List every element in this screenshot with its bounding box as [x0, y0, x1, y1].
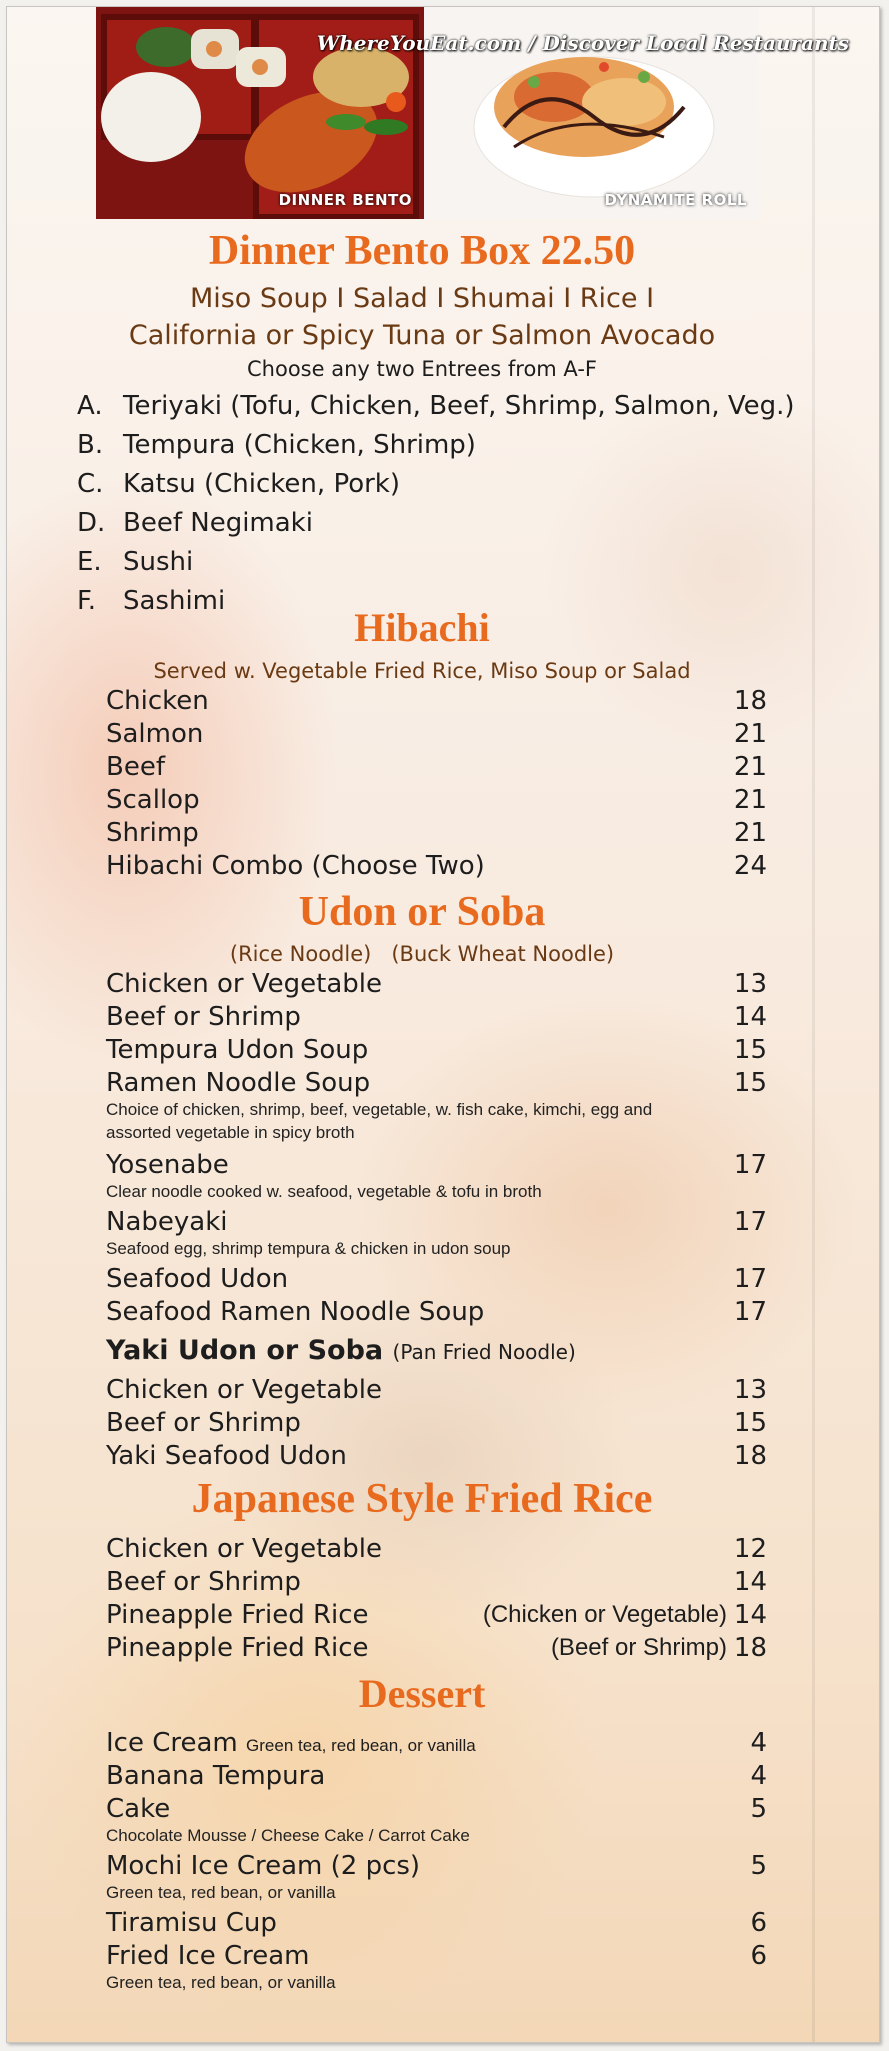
udon-title: Udon or Soba [298, 889, 546, 935]
udon-item-desc: assorted vegetable in spicy broth [106, 1123, 355, 1142]
yaki-item-name: Beef or Shrimp [106, 1408, 301, 1438]
udon-subtitle: (Rice Noodle) (Buck Wheat Noodle) [229, 942, 615, 966]
hibachi-item-price: 24 [733, 851, 767, 881]
fried-rice-item-price: 18 [733, 1633, 767, 1663]
bento-line-1: Miso Soup I Salad I Shumai I Rice I [189, 283, 655, 314]
udon-item-price: 17 [733, 1207, 767, 1237]
udon-item-name: Chicken or Vegetable [106, 969, 382, 999]
dessert-item-name: Banana Tempura [106, 1761, 326, 1791]
item-name: Beef Negimaki [123, 508, 313, 538]
dessert-item-name: Fried Ice Cream [106, 1941, 310, 1971]
bento-item [77, 508, 313, 538]
dessert-item-desc: Chocolate Mousse / Cheese Cake / Carrot Cake [106, 1826, 470, 1845]
fried-rice-item-option: (Chicken or Vegetable) [482, 1601, 727, 1628]
bento-item [77, 469, 400, 499]
yaki-item-price: 18 [733, 1441, 767, 1471]
bento-line-2: California or Spicy Tuna or Salmon Avocado [128, 320, 716, 351]
udon-item-name: Yosenabe [106, 1150, 229, 1180]
udon-item-name: Tempura Udon Soup [106, 1035, 369, 1065]
hibachi-item-price: 21 [733, 719, 767, 749]
udon-item-name: Beef or Shrimp [106, 1002, 301, 1032]
item-letter: B. [77, 430, 104, 460]
udon-item-price: 17 [733, 1297, 767, 1327]
item-letter: C. [77, 469, 104, 499]
hibachi-subtitle: Served w. Vegetable Fried Rice, Miso Soup or Salad [153, 659, 691, 683]
bento-item [77, 391, 795, 421]
fried-rice-item-option: (Beef or Shrimp) [550, 1634, 727, 1661]
udon-item-price: 15 [733, 1068, 767, 1098]
dessert-item-name: Ice Cream [106, 1728, 238, 1758]
udon-item-price: 15 [733, 1035, 767, 1065]
photo-caption-dinner-bento: DINNER BENTO [278, 191, 412, 209]
yaki-heading-paren: (Pan Fried Noodle) [392, 1340, 576, 1364]
dessert-item-name: Cake [106, 1794, 171, 1824]
hibachi-item-name: Shrimp [106, 818, 199, 848]
udon-item-desc: Choice of chicken, shrimp, beef, vegetable, w. fish cake, kimchi, egg and [106, 1100, 653, 1119]
fried-rice-item-name: Pineapple Fried Rice [106, 1633, 369, 1663]
fried-rice-item-name: Pineapple Fried Rice [106, 1600, 369, 1630]
dessert-item-price: 6 [750, 1941, 767, 1971]
udon-item-name: Nabeyaki [106, 1207, 228, 1237]
dessert-item-price: 4 [750, 1761, 767, 1791]
item-letter: E. [77, 547, 102, 577]
udon-item-name: Ramen Noodle Soup [106, 1068, 371, 1098]
photo-caption-dynamite-roll: DYNAMITE ROLL [604, 191, 747, 209]
dessert-item-inline-desc: Green tea, red bean, or vanilla [246, 1736, 476, 1755]
hibachi-item-price: 21 [733, 752, 767, 782]
udon-item-price: 17 [733, 1264, 767, 1294]
hibachi-item-name: Scallop [106, 785, 200, 815]
udon-item-price: 14 [733, 1002, 767, 1032]
watermark-text: WhereYouEat.com / Discover Local Restaurants [316, 31, 849, 55]
item-name: Teriyaki (Tofu, Chicken, Beef, Shrimp, Salmon, Veg.) [123, 391, 795, 421]
hibachi-item-name: Beef [106, 752, 165, 782]
dessert-title: Dessert [358, 1671, 486, 1716]
fried-rice-title: Japanese Style Fried Rice [191, 1476, 653, 1522]
item-name: Katsu (Chicken, Pork) [123, 469, 400, 499]
item-letter: D. [77, 508, 106, 538]
dessert-item [106, 1728, 476, 1758]
item-name: Sashimi [123, 586, 226, 616]
dessert-item-desc: Green tea, red bean, or vanilla [106, 1883, 336, 1902]
hibachi-item-name: Chicken [106, 686, 209, 716]
udon-item-desc: Clear noodle cooked w. seafood, vegetable & tofu in broth [106, 1182, 542, 1201]
fried-rice-item-name: Chicken or Vegetable [106, 1534, 382, 1564]
item-letter: A. [77, 391, 103, 421]
dessert-item-price: 6 [750, 1908, 767, 1938]
fried-rice-item-name: Beef or Shrimp [106, 1567, 301, 1597]
fried-rice-item-price: 14 [733, 1600, 767, 1630]
bento-line-3: Choose any two Entrees from A-F [247, 357, 597, 381]
fried-rice-item-price: 12 [733, 1534, 767, 1564]
bento-title: Dinner Bento Box 22.50 [208, 228, 636, 274]
dessert-item-name: Tiramisu Cup [106, 1908, 277, 1938]
udon-item-name: Seafood Udon [106, 1264, 289, 1294]
hibachi-title: Hibachi [354, 605, 490, 650]
menu-page [6, 6, 880, 2043]
yaki-item-name: Chicken or Vegetable [106, 1375, 382, 1405]
yaki-item-name: Yaki Seafood Udon [106, 1441, 347, 1471]
yaki-udon-heading [106, 1335, 576, 1366]
udon-item-name: Seafood Ramen Noodle Soup [106, 1297, 485, 1327]
dessert-item-price: 4 [750, 1728, 767, 1758]
dessert-item-price: 5 [750, 1794, 767, 1824]
hibachi-item-price: 18 [733, 686, 767, 716]
yaki-heading-text: Yaki Udon or Soba [106, 1335, 384, 1366]
yaki-item-price: 13 [733, 1375, 767, 1405]
hibachi-item-price: 21 [733, 818, 767, 848]
item-name: Sushi [123, 547, 194, 577]
bento-item [77, 547, 193, 577]
yaki-item-price: 15 [733, 1408, 767, 1438]
dessert-item-price: 5 [750, 1851, 767, 1881]
hibachi-item-name: Hibachi Combo (Choose Two) [106, 851, 485, 881]
dessert-item-desc: Green tea, red bean, or vanilla [106, 1973, 336, 1992]
hibachi-item-price: 21 [733, 785, 767, 815]
item-letter: F. [77, 586, 97, 616]
udon-item-desc: Seafood egg, shrimp tempura & chicken in udon soup [106, 1239, 511, 1258]
bento-item [77, 430, 476, 460]
udon-item-price: 17 [733, 1150, 767, 1180]
dessert-item-name: Mochi Ice Cream (2 pcs) [106, 1851, 421, 1881]
fried-rice-item-price: 14 [733, 1567, 767, 1597]
udon-item-price: 13 [733, 969, 767, 999]
hibachi-item-name: Salmon [106, 719, 204, 749]
item-name: Tempura (Chicken, Shrimp) [123, 430, 476, 460]
